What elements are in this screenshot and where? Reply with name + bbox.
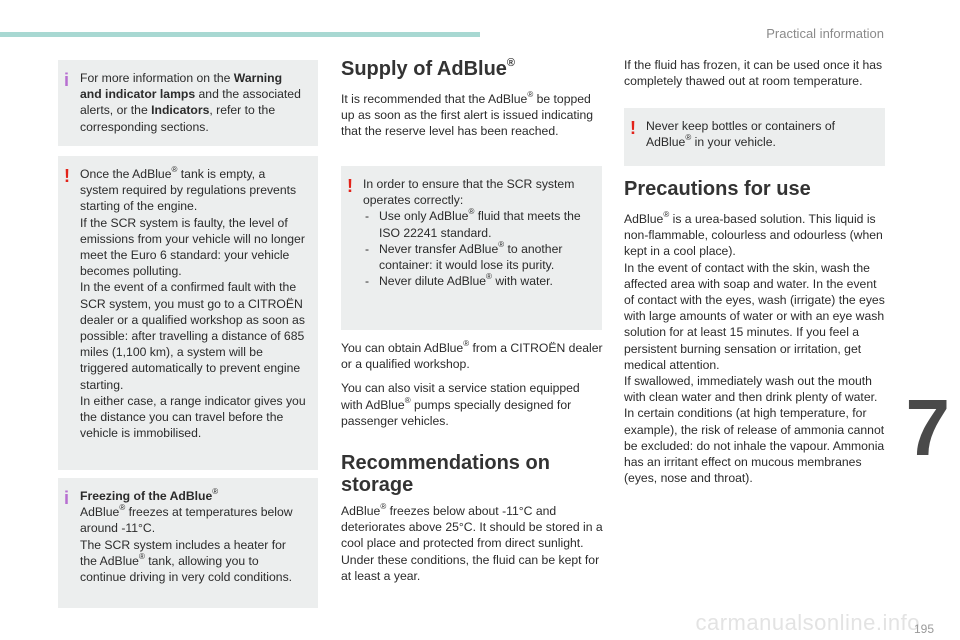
precautions-text: AdBlue® is a urea-based solution. This liquid is non-flammable, colourless and odourless (when kept in a cool place). In the event of contact with the skin, wash the affected area with soap and water. In the event of contact with the eyes, wash (irrigate) the eyes with large amounts of water or with an eye wash solution for at least 15 minutes. If you feel a persistent burning sensation or irritation, get medical attention. If swallowed, immediately wash out the mouth with clean water and then drink plenty of water. In certain conditions (at high temperature, for example), the risk of release of ammonia cannot be excluded: do not inhale the vapour. Ammonia has an irritant effect on mucous membranes (eyes, nose and throat). <box>624 209 885 486</box>
warning-icon: ! <box>630 118 636 138</box>
warning-text-2: If the SCR system is faulty, the level of emissions from your vehicle will no longer meet the Euro 6 standard: your vehicle becomes polluting. <box>80 215 305 279</box>
scr-rules-list <box>363 208 590 289</box>
heading-storage: Recommendations on storage <box>341 452 550 496</box>
watermark: carmanualsonline.info <box>695 610 920 635</box>
bottles-text: Never keep bottles or containers of AdBlue® in your vehicle. <box>646 119 836 150</box>
list-item: - Never dilute AdBlue® with water. <box>363 273 590 289</box>
info-icon: i <box>64 70 70 90</box>
heading-supply-adblue: Supply of AdBlue® <box>341 57 516 80</box>
heading-precautions: Precautions for use <box>624 178 811 200</box>
frozen-paragraph: If the fluid has frozen, it can be used once it has completely thawed out at room temperature. <box>624 58 883 89</box>
warning-box-bottles <box>624 108 885 166</box>
freezing-text-2: The SCR system includes a heater for the AdBlue® tank, allowing you to continue driving in very cold conditions. <box>80 537 293 585</box>
warning-icon: ! <box>64 166 70 186</box>
warning-text-1: Once the AdBlue® tank is empty, a system required by regulations prevents starting of the engine. <box>80 164 297 214</box>
warning-box-tank-empty <box>58 156 318 470</box>
info-box-freezing <box>58 478 318 608</box>
info-text: For more information on the Warning and indicator lamps and the associated alerts, or the Indicators, refer to the corresponding sections. <box>80 71 301 134</box>
warning-text-4: In either case, a range indicator gives you the distance you can travel before the vehicle is immobilised. <box>80 393 306 441</box>
supply-paragraph: It is recommended that the AdBlue® be topped up as soon as the first alert is issued indicating that the reserve level has been reached. <box>341 89 594 139</box>
header-accent-bar <box>0 32 480 37</box>
page-number: 195 <box>913 622 934 636</box>
chapter-number: 7 <box>905 383 950 472</box>
list-item: - Never transfer AdBlue® to another container: it would lose its purity. <box>363 241 590 273</box>
freezing-text-1: AdBlue® freezes at temperatures below around -11°C. <box>80 503 293 536</box>
supply-obtain-text: You can obtain AdBlue® from a CITROËN dealer or a qualified workshop. You can also visit a service station equipped with AdBlue® pumps specially designed for passenger vehicles. <box>341 338 603 428</box>
list-item: - Use only AdBlue® fluid that meets the ISO 22241 standard. <box>363 208 590 240</box>
scr-intro: In order to ensure that the SCR system operates correctly: <box>363 177 575 208</box>
warning-box-scr <box>341 166 602 330</box>
warning-icon: ! <box>347 176 353 196</box>
section-title: Practical information <box>766 26 884 41</box>
info-icon: i <box>64 488 70 508</box>
warning-text-3: In the event of a confirmed fault with the SCR system, you must go to a CITROËN dealer or a qualified workshop as soon as possible: after travelling a distance of 685 miles (1,100 km), a system will be triggered automatically to prevent engine starting. <box>80 280 305 392</box>
storage-paragraph: AdBlue® freezes below about -11°C and deteriorates above 25°C. It should be stored in a cool place and protected from direct sunlight. Under these conditions, the fluid can be kept for at least a year. <box>341 501 603 583</box>
freezing-title: Freezing of the AdBlue® <box>80 486 219 503</box>
info-box-more-information <box>58 60 318 146</box>
